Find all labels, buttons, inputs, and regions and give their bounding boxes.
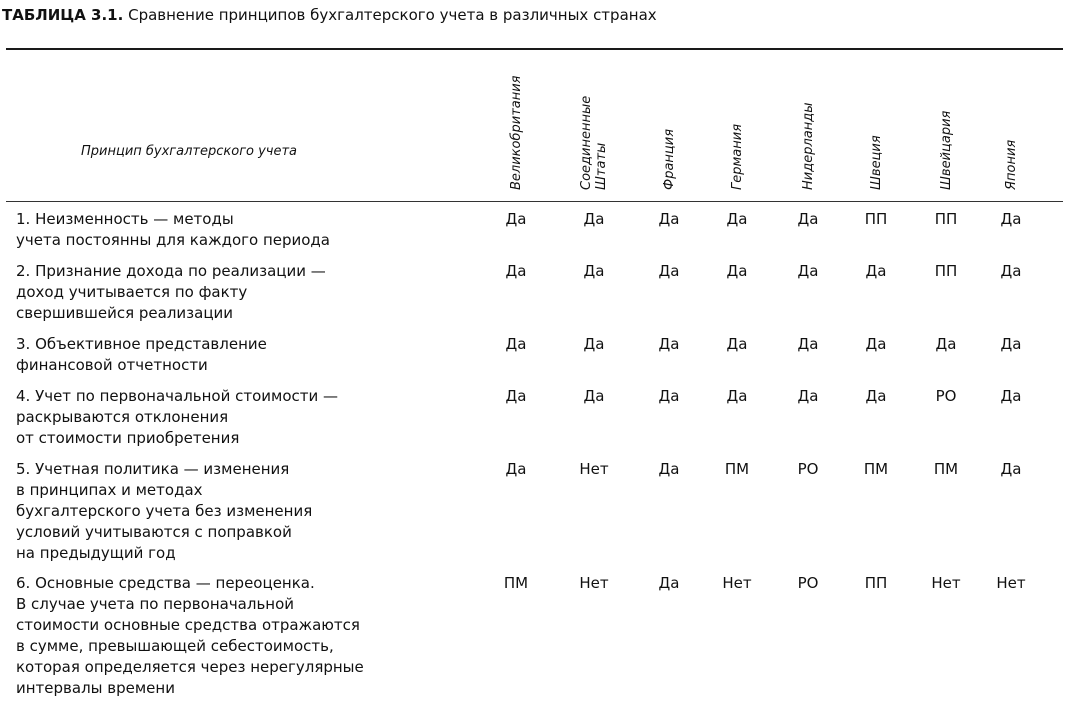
country-header-line: Нидерланды — [800, 102, 816, 190]
country-header-line: Швеция — [868, 135, 884, 190]
principle-column-header: Принцип бухгалтерского учета — [81, 144, 298, 159]
country-header — [579, 96, 609, 190]
principle-label-line: 2. Признание дохода по реализации — — [16, 262, 326, 280]
table-cell: Да — [797, 335, 819, 353]
table-cell: ПМ — [503, 574, 529, 592]
principle-label-line: 6. Основные средства — переоценка. — [16, 574, 315, 592]
country-header — [509, 75, 524, 190]
table-cell: Да — [505, 460, 527, 478]
table-cell: РО — [797, 460, 819, 478]
table-cell: Да — [583, 387, 605, 405]
country-header — [730, 124, 745, 190]
table-title: Сравнение принципов бухгалтерского учета в различных странах — [128, 6, 657, 24]
table-cell: Да — [583, 210, 605, 228]
table-cell: РО — [797, 574, 819, 592]
table-cell: РО — [935, 387, 957, 405]
table-cell: Да — [658, 335, 680, 353]
principle-label-line: бухгалтерского учета без изменения — [16, 502, 313, 520]
table-cell: Да — [1000, 460, 1022, 478]
country-header — [801, 103, 816, 191]
principle-label-line: условий учитываются с поправкой — [16, 523, 292, 541]
country-header — [869, 135, 884, 190]
principle-label-line: 5. Учетная политика — изменения — [16, 460, 290, 478]
header-rule — [6, 201, 1063, 202]
principle-label-line: В случае учета по первоначальной — [16, 595, 295, 613]
table-number: ТАБЛИЦА 3.1. — [2, 6, 124, 24]
principle-label-line: в принципах и методах — [16, 481, 203, 499]
country-header — [1004, 140, 1019, 190]
principle-label-line: на предыдущий год — [16, 544, 176, 562]
principle-label-line: от стоимости приобретения — [16, 429, 240, 447]
principle-label-line: свершившейся реализации — [16, 304, 234, 322]
table-cell: Да — [797, 387, 819, 405]
principle-label-line: 1. Неизменность — методы — [16, 210, 234, 228]
table-cell: Да — [505, 387, 527, 405]
table-cell: Да — [1000, 387, 1022, 405]
table-cell: Нет — [996, 574, 1026, 592]
table-cell: Да — [865, 387, 887, 405]
table-cell: Да — [865, 262, 887, 280]
country-header — [662, 129, 677, 190]
country-header-line: Штаты — [594, 142, 609, 190]
principle-label — [16, 459, 312, 564]
principle-label-line: в сумме, превышающей себестоимость, — [16, 637, 334, 655]
table-cell: Да — [935, 335, 957, 353]
table-cell: Да — [726, 335, 748, 353]
table-cell: ПП — [864, 574, 888, 592]
table-cell: ПМ — [863, 460, 889, 478]
country-header-line: Франция — [661, 128, 677, 190]
table-cell: Да — [726, 262, 748, 280]
table-cell: Да — [658, 460, 680, 478]
table-cell: Да — [658, 210, 680, 228]
table-cell: Да — [658, 387, 680, 405]
principle-label — [16, 209, 330, 251]
table-cell: ПП — [934, 262, 958, 280]
table-cell: Да — [1000, 335, 1022, 353]
table-cell: Да — [658, 574, 680, 592]
table-cell: Да — [583, 335, 605, 353]
table-cell: ПП — [864, 210, 888, 228]
table-cell: Нет — [579, 574, 609, 592]
table-cell: Нет — [722, 574, 752, 592]
principle-label — [16, 334, 267, 376]
table-cell: Да — [505, 335, 527, 353]
table-caption — [2, 4, 657, 26]
table-cell: Да — [658, 262, 680, 280]
principle-label-line: 4. Учет по первоначальной стоимости — — [16, 387, 339, 405]
principle-label-line: стоимости основные средства отражаются — [16, 616, 360, 634]
principle-label-line: 3. Объективное представление — [16, 335, 267, 353]
table-cell: Да — [865, 335, 887, 353]
principle-label — [16, 386, 338, 449]
table-cell: Да — [797, 262, 819, 280]
table-cell: Да — [726, 210, 748, 228]
table-cell: ПП — [934, 210, 958, 228]
principle-label-line: доход учитывается по факту — [16, 283, 248, 301]
country-header-line: Соединенные — [579, 95, 594, 190]
principle-label — [16, 573, 364, 699]
table-cell: Да — [1000, 210, 1022, 228]
principle-label-line: учета постоянны для каждого периода — [16, 231, 330, 249]
country-header-line: Германия — [729, 123, 745, 190]
principle-label-line: финансовой отчетности — [16, 356, 208, 374]
country-header — [939, 111, 954, 190]
table-cell: Да — [583, 262, 605, 280]
table-cell: ПМ — [933, 460, 959, 478]
principle-label — [16, 261, 326, 324]
table-cell: Нет — [931, 574, 961, 592]
table-cell: Нет — [579, 460, 609, 478]
table-cell: Да — [1000, 262, 1022, 280]
table-cell: Да — [505, 262, 527, 280]
country-header-line: Швейцария — [938, 110, 954, 190]
table-cell: Да — [505, 210, 527, 228]
principle-label-line: которая определяется через нерегулярные — [16, 658, 364, 676]
principle-label-line: раскрываются отклонения — [16, 408, 229, 426]
country-header-line: Великобритания — [508, 75, 524, 190]
country-header-line: Япония — [1003, 139, 1019, 190]
table-cell: Да — [797, 210, 819, 228]
top-rule — [6, 48, 1063, 50]
table-cell: ПМ — [724, 460, 750, 478]
principle-label-line: интервалы времени — [16, 679, 175, 697]
table-cell: Да — [726, 387, 748, 405]
